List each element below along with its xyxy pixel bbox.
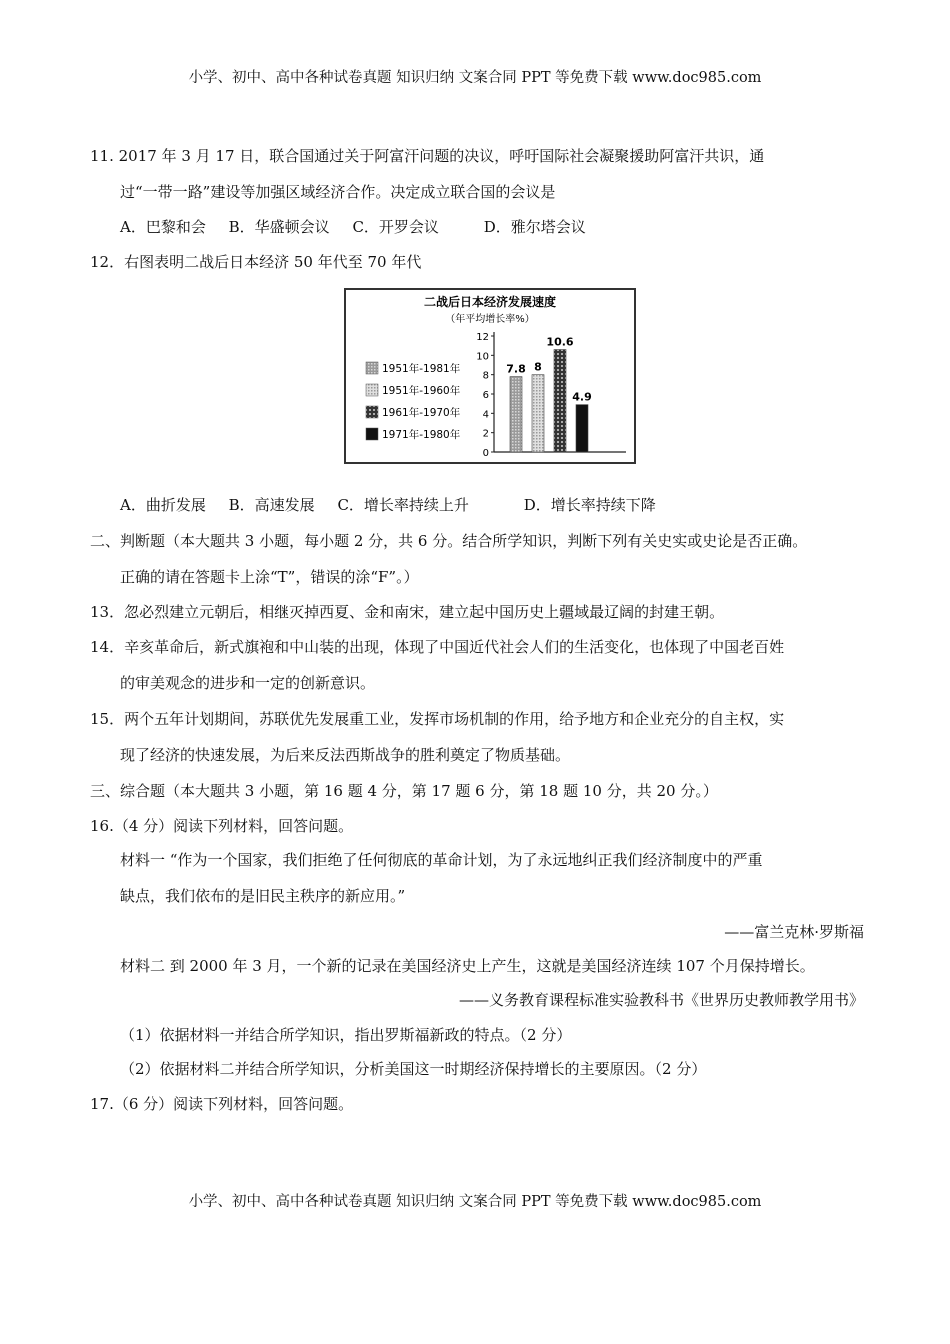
japan-economy-chart xyxy=(344,288,636,464)
y-tick-label: 4 xyxy=(482,409,489,421)
page-footer: 小学、初中、高中各种试卷真题 知识归纳 文案合同 PPT 等免费下载 www.doc985.com xyxy=(188,1194,762,1210)
bar xyxy=(532,375,544,452)
q11-option-c: C．开罗会议 xyxy=(352,218,439,236)
q16-material1-source: ——富兰克林·罗斯福 xyxy=(724,923,864,941)
y-tick-label: 2 xyxy=(482,428,489,440)
q14-line1: 14．辛亥革命后，新式旗袍和中山装的出现，体现了中国近代社会人们的生活变化，也体现了中国老百姓 xyxy=(90,638,785,656)
bar-value-label: 7.8 xyxy=(506,362,526,376)
q16-material1-line2: 缺点，我们依布的是旧民主秩序的新应用。” xyxy=(120,887,406,905)
q11-line2: 过“一带一路”建设等加强区域经济合作。决定成立联合国的会议是 xyxy=(120,183,556,201)
legend-label: 1961年-1970年 xyxy=(382,407,461,419)
q17-stem: 17.（6 分）阅读下列材料，回答问题。 xyxy=(90,1095,354,1113)
bar-value-label: 8 xyxy=(534,360,542,374)
q12-options xyxy=(120,495,674,515)
q16-sub1: （1）依据材料一并结合所学知识，指出罗斯福新政的特点。（2 分） xyxy=(120,1026,572,1044)
q16-sub2: （2）依据材料二并结合所学知识，分析美国这一时期经济保持增长的主要原因。（2 分） xyxy=(120,1060,707,1078)
y-tick-label: 10 xyxy=(476,351,489,363)
q15-line1: 15．两个五年计划期间，苏联优先发展重工业，发挥市场机制的作用，给予地方和企业充分的自主权，实 xyxy=(90,710,785,728)
q11-line1: 11. 2017 年 3 月 17 日，联合国通过关于阿富汗问题的决议，呼吁国际社会凝聚援助阿富汗共识，通 xyxy=(90,147,765,165)
q12-stem: 12．右图表明二战后日本经济 50 年代至 70 年代 xyxy=(90,253,422,271)
bar-value-label: 4.9 xyxy=(572,390,592,404)
q11-option-a: A．巴黎和会 xyxy=(120,218,206,236)
q12-option-b: B．高速发展 xyxy=(228,496,315,514)
legend-label: 1971年-1980年 xyxy=(382,429,461,441)
chart-svg xyxy=(344,288,636,464)
page-header: 小学、初中、高中各种试卷真题 知识归纳 文案合同 PPT 等免费下载 www.doc985.com xyxy=(188,70,762,86)
y-tick-label: 12 xyxy=(476,332,489,343)
q16-material2-source: ——义务教育课程标准实验教科书《世界历史教师教学用书》 xyxy=(458,991,864,1009)
y-tick-label: 6 xyxy=(482,390,489,401)
section2-line1: 二、判断题（本大题共 3 小题，每小题 2 分，共 6 分。结合所学知识，判断下列有关史实或史论是否正确。 xyxy=(90,532,808,550)
q15-line2: 现了经济的快速发展，为后来反法西斯战争的胜利奠定了物质基础。 xyxy=(120,746,571,764)
bar xyxy=(576,405,588,452)
section3-heading: 三、综合题（本大题共 3 小题，第 16 题 4 分，第 17 题 6 分，第 18 题 10 分，共 20 分。） xyxy=(90,782,718,800)
q14-line2: 的审美观念的进步和一定的创新意识。 xyxy=(120,674,376,692)
q12-option-a: A．曲折发展 xyxy=(120,496,206,514)
legend-label: 1951年-1960年 xyxy=(382,385,461,397)
y-tick-label: 8 xyxy=(482,370,489,382)
legend-swatch xyxy=(366,428,378,440)
q11-options xyxy=(120,217,604,237)
legend-swatch xyxy=(366,384,378,396)
q12-option-d: D．增长率持续下降 xyxy=(523,496,656,514)
section2-line2: 正确的请在答题卡上涂“T”，错误的涂“F”。） xyxy=(120,568,419,586)
legend-swatch xyxy=(366,406,378,418)
y-tick-label: 0 xyxy=(482,448,489,459)
q16-material1-line1: 材料一 “作为一个国家，我们拒绝了任何彻底的革命计划，为了永远地纠正我们经济制度中的严重 xyxy=(120,851,763,869)
bar-value-label: 10.6 xyxy=(546,335,574,349)
legend-swatch xyxy=(366,362,378,374)
bar xyxy=(554,350,566,452)
q16-stem: 16.（4 分）阅读下列材料，回答问题。 xyxy=(90,817,354,835)
chart-title: 二战后日本经济发展速度 xyxy=(423,295,557,309)
q16-material2-line1: 材料二 到 2000 年 3 月，一个新的记录在美国经济史上产生，这就是美国经济连续 107 个月保持增长。 xyxy=(120,957,815,975)
q13: 13．忽必烈建立元朝后，相继灭掉西夏、金和南宋，建立起中国历史上疆域最辽阔的封建王朝。 xyxy=(90,603,725,621)
bar xyxy=(510,377,522,452)
q12-option-c: C．增长率持续上升 xyxy=(337,496,469,514)
legend-label: 1951年-1981年 xyxy=(382,363,461,375)
q11-option-d: D．雅尔塔会议 xyxy=(483,218,586,236)
q11-option-b: B．华盛顿会议 xyxy=(228,218,330,236)
chart-ylabel: （年平均增长率%） xyxy=(445,314,535,325)
